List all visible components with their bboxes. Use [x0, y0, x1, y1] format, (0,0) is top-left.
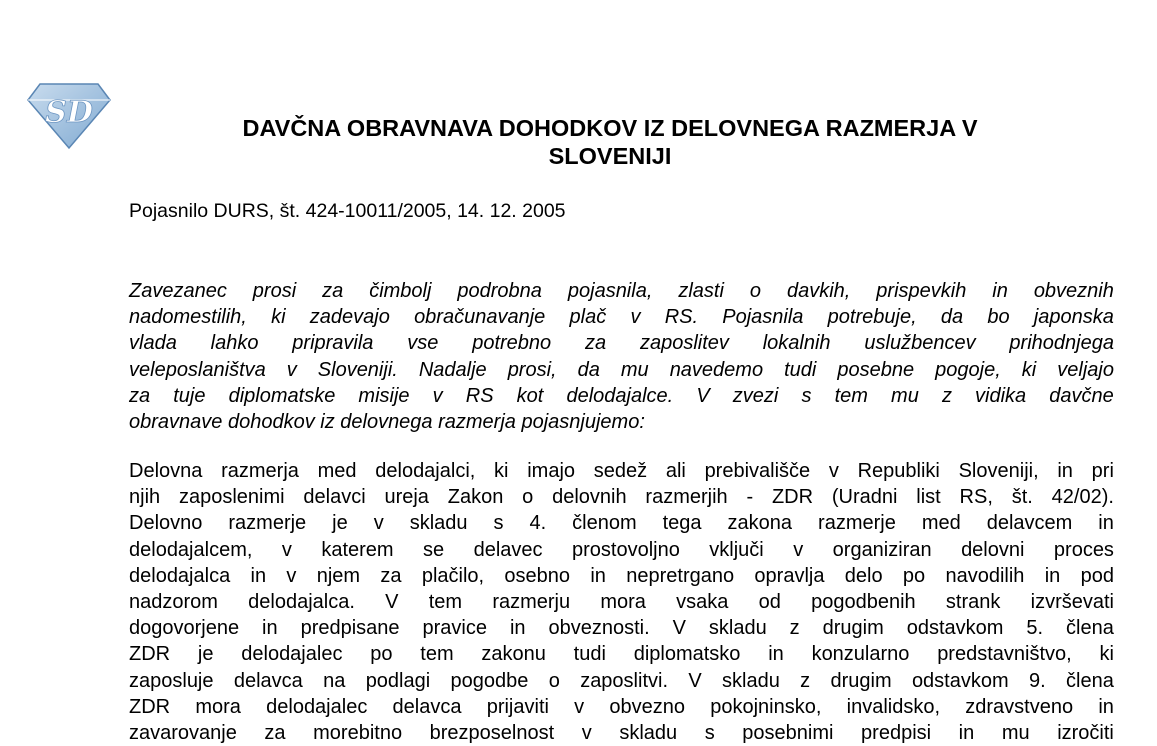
text-line: njih zaposlenimi delavci ureja Zakon o delovnih razmerjih - ZDR (Uradni list RS, št. 42/02).	[129, 486, 1114, 509]
document-title	[120, 114, 1100, 170]
logo-lettering: SD	[45, 95, 93, 130]
text-line: nadzorom delodajalca. V tem razmerju mora vsaka od pogodbenih strank izvrševati	[129, 590, 1114, 613]
text-line: veleposlaništva v Sloveniji. Nadalje prosi, da mu navedemo tudi posebne pogoje, ki veljajo	[129, 358, 1114, 381]
document-reference: Pojasnilo DURS, št. 424-10011/2005, 14. 12. 2005	[129, 200, 566, 222]
text-line: Zavezanec prosi za čimbolj podrobna pojasnila, zlasti o davkih, prispevkih in obveznih	[129, 280, 1114, 302]
text-line: nadomestilih, ki zadevajo obračunavanje plač v RS. Pojasnila potrebuje, da bo japonska	[129, 306, 1114, 329]
text-line: Delovno razmerje je v skladu s 4. členom tega zakona razmerje med delavcem in	[129, 512, 1114, 535]
text-line: ZDR mora delodajalec delavca prijaviti v obvezno pokojninsko, invalidsko, zdravstveno in	[129, 695, 1114, 718]
body-paragraph	[129, 458, 1114, 746]
text-line: vlada lahko pripravila vse potrebno za zaposlitev lokalnih uslužbencev prihodnjega	[129, 332, 1114, 355]
text-line: dogovorjene in predpisane pravice in obveznosti. V skladu z drugim odstavkom 5. člena	[129, 617, 1114, 640]
intro-paragraph	[129, 278, 1114, 435]
text-line: Delovna razmerja med delodajalci, ki imajo sedež ali prebivališče v Republiki Sloveniji, in pri	[129, 460, 1114, 482]
text-line: delodajalca in v njem za plačilo, osebno in nepretrgano opravlja delo po navodilih in pod	[129, 564, 1114, 587]
text-line: ZDR je delodajalec po tem zakonu tudi diplomatsko in konzularno predstavništvo, ki	[129, 643, 1114, 666]
text-line: zavarovanje za morebitno brezposelnost v skladu s posebnimi predpisi in mu izročiti	[129, 721, 1114, 744]
text-line: obravnave dohodkov iz delovnega razmerja pojasnjujemo:	[129, 410, 645, 433]
title-line-2: SLOVENIJI	[548, 143, 672, 169]
company-logo	[26, 78, 112, 150]
text-line: za tuje diplomatske misije v RS kot delodajalce. V zvezi s tem mu z vidika davčne	[129, 384, 1114, 407]
text-line: zaposluje delavca na podlagi pogodbe o zaposlitvi. V skladu z drugim odstavkom 9. člena	[129, 669, 1114, 692]
title-line-1: DAVČNA OBRAVNAVA DOHODKOV IZ DELOVNEGA RAZMERJA V	[242, 115, 978, 141]
text-line: delodajalcem, v katerem se delavec prostovoljno vključi v organiziran delovni proces	[129, 538, 1114, 561]
